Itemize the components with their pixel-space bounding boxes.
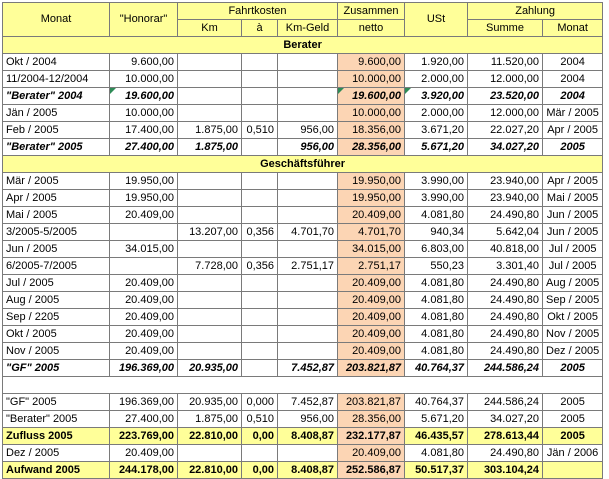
monat-cell[interactable]: "Berater" 2005 [3,139,110,156]
summary-row [3,394,603,411]
monat-cell[interactable]: Nov / 2005 [3,343,110,360]
netto-cell[interactable]: 4.701,70 [338,224,405,241]
zahlung-monat-cell[interactable]: 2004 [543,88,603,105]
km-cell[interactable] [178,190,242,207]
km-cell[interactable]: 20.935,00 [178,394,242,411]
km-cell[interactable] [178,105,242,122]
a-cell[interactable] [242,360,278,377]
ust-cell[interactable]: 4.081,80 [405,445,468,462]
monat-cell[interactable]: Sep / 2205 [3,309,110,326]
spacer-row [3,377,603,394]
monat-cell[interactable]: Okt / 2005 [3,326,110,343]
km-geld-cell[interactable] [278,275,338,292]
netto-cell[interactable]: 20.409,00 [338,309,405,326]
km-geld-cell[interactable]: 956,00 [278,411,338,428]
col-header-km-geld[interactable]: Km-Geld [278,20,338,37]
honorar-cell[interactable]: 20.409,00 [110,445,178,462]
summe-cell[interactable]: 40.818,00 [468,241,543,258]
km-geld-cell[interactable] [278,105,338,122]
col-header-zusammen[interactable]: Zusammen [338,3,405,20]
zahlung-monat-cell[interactable]: Okt / 2005 [543,309,603,326]
table-row [3,190,603,207]
km-cell[interactable] [178,173,242,190]
netto-cell[interactable]: 20.409,00 [338,292,405,309]
netto-cell[interactable]: 232.177,87 [338,428,405,445]
table-row [3,445,603,462]
km-cell[interactable] [178,275,242,292]
a-cell[interactable] [242,241,278,258]
honorar-cell[interactable]: 196.369,00 [110,394,178,411]
zahlung-monat-cell[interactable]: Jul / 2005 [543,258,603,275]
summe-cell[interactable]: 278.613,44 [468,428,543,445]
summe-cell[interactable]: 24.490,80 [468,326,543,343]
km-geld-cell[interactable]: 4.701,70 [278,224,338,241]
a-cell[interactable] [242,71,278,88]
honorar-cell[interactable]: 10.000,00 [110,105,178,122]
summe-cell[interactable]: 23.940,00 [468,190,543,207]
monat-cell[interactable]: Apr / 2005 [3,190,110,207]
a-cell[interactable]: 0,00 [242,428,278,445]
ust-cell[interactable]: 4.081,80 [405,326,468,343]
col-header-honorar[interactable]: "Honorar" [110,3,178,37]
summe-cell[interactable]: 22.027,20 [468,122,543,139]
monat-cell[interactable]: "GF" 2005 [3,394,110,411]
netto-cell[interactable]: 203.821,87 [338,360,405,377]
km-cell[interactable]: 1.875,00 [178,411,242,428]
km-geld-cell[interactable]: 8.408,87 [278,462,338,479]
spreadsheet-table [2,2,603,479]
ust-cell[interactable]: 4.081,80 [405,292,468,309]
netto-cell[interactable]: 34.015,00 [338,241,405,258]
netto-cell[interactable]: 19.950,00 [338,190,405,207]
summe-cell[interactable]: 24.490,80 [468,292,543,309]
km-geld-cell[interactable]: 7.452,87 [278,394,338,411]
netto-cell[interactable]: 28.356,00 [338,411,405,428]
honorar-cell[interactable]: 27.400,00 [110,411,178,428]
honorar-cell[interactable]: 9.600,00 [110,54,178,71]
berater-2005-total-row [3,139,603,156]
section-berater-label[interactable]: Berater [3,37,603,54]
col-header-zahlung-monat[interactable]: Monat [543,20,603,37]
monat-cell[interactable]: Jul / 2005 [3,275,110,292]
comment-marker-icon [405,88,411,94]
zahlung-monat-cell[interactable]: Apr / 2005 [543,173,603,190]
table-row [3,326,603,343]
km-geld-cell[interactable]: 2.751,17 [278,258,338,275]
km-cell[interactable]: 20.935,00 [178,360,242,377]
ust-cell[interactable]: 3.990,00 [405,190,468,207]
summe-cell[interactable]: 23.520,00 [468,88,543,105]
table-row [3,105,603,122]
km-cell[interactable]: 13.207,00 [178,224,242,241]
km-geld-cell[interactable]: 956,00 [278,139,338,156]
zahlung-monat-cell[interactable]: Sep / 2005 [543,292,603,309]
km-geld-cell[interactable] [278,207,338,224]
a-cell[interactable]: 0,510 [242,411,278,428]
km-geld-cell[interactable] [278,343,338,360]
a-cell[interactable] [242,445,278,462]
col-header-km[interactable]: Km [178,20,242,37]
a-cell[interactable] [242,105,278,122]
ust-cell[interactable]: 940,34 [405,224,468,241]
netto-cell[interactable]: 9.600,00 [338,54,405,71]
honorar-cell[interactable]: 20.409,00 [110,343,178,360]
zahlung-monat-cell[interactable]: Nov / 2005 [543,326,603,343]
honorar-cell[interactable] [110,224,178,241]
zahlung-monat-cell[interactable]: Mär / 2005 [543,105,603,122]
ust-cell[interactable]: 40.764,37 [405,360,468,377]
summe-cell[interactable]: 23.940,00 [468,173,543,190]
honorar-cell[interactable]: 20.409,00 [110,292,178,309]
netto-cell[interactable]: 19.950,00 [338,173,405,190]
header-row-1 [3,3,603,20]
netto-cell[interactable]: 20.409,00 [338,207,405,224]
km-cell[interactable] [178,309,242,326]
km-geld-cell[interactable]: 7.452,87 [278,360,338,377]
a-cell[interactable] [242,207,278,224]
ust-cell[interactable]: 3.990,00 [405,173,468,190]
ust-cell[interactable]: 5.671,20 [405,139,468,156]
ust-cell[interactable]: 2.000,00 [405,71,468,88]
honorar-cell[interactable]: 196.369,00 [110,360,178,377]
netto-cell[interactable]: 10.000,00 [338,71,405,88]
ust-cell[interactable]: 50.517,37 [405,462,468,479]
monat-cell[interactable]: 6/2005-7/2005 [3,258,110,275]
col-header-fahrtkosten[interactable]: Fahrtkosten [178,3,338,20]
table-row [3,54,603,71]
km-geld-cell[interactable]: 8.408,87 [278,428,338,445]
a-cell[interactable]: 0,356 [242,258,278,275]
summe-cell[interactable]: 34.027,20 [468,411,543,428]
km-geld-cell[interactable] [278,88,338,105]
summary-row [3,411,603,428]
zahlung-monat-cell[interactable]: 2005 [543,411,603,428]
a-cell[interactable] [242,173,278,190]
km-geld-cell[interactable]: 956,00 [278,122,338,139]
summe-cell[interactable]: 11.520,00 [468,54,543,71]
zufluss-2005-row [3,428,603,445]
a-cell[interactable] [242,326,278,343]
honorar-cell[interactable]: 20.409,00 [110,309,178,326]
netto-cell[interactable]: 203.821,87 [338,394,405,411]
km-cell[interactable] [178,88,242,105]
ust-cell[interactable]: 5.671,20 [405,411,468,428]
zahlung-monat-cell[interactable]: 2005 [543,360,603,377]
ust-cell[interactable]: 4.081,80 [405,343,468,360]
monat-cell[interactable]: Mai / 2005 [3,207,110,224]
comment-marker-icon [338,88,344,94]
summe-cell[interactable]: 24.490,80 [468,445,543,462]
km-geld-cell[interactable] [278,190,338,207]
berater-2004-total-row [3,88,603,105]
zahlung-monat-cell[interactable]: Mai / 2005 [543,190,603,207]
ust-cell[interactable]: 40.764,37 [405,394,468,411]
table-row [3,309,603,326]
km-cell[interactable] [178,71,242,88]
summe-cell[interactable]: 24.490,80 [468,207,543,224]
netto-cell[interactable]: 18.356,00 [338,122,405,139]
a-cell[interactable] [242,275,278,292]
a-cell[interactable]: 0,00 [242,462,278,479]
monat-cell[interactable]: Okt / 2004 [3,54,110,71]
monat-cell[interactable]: Dez / 2005 [3,445,110,462]
zahlung-monat-cell[interactable]: Jun / 2005 [543,207,603,224]
section-berater [3,37,603,54]
km-cell[interactable] [178,54,242,71]
col-header-a[interactable]: à [242,20,278,37]
zahlung-monat-cell[interactable]: 2005 [543,428,603,445]
table-row [3,224,603,241]
table-row [3,173,603,190]
km-cell[interactable] [178,207,242,224]
table-row [3,343,603,360]
table-row [3,275,603,292]
summe-cell[interactable]: 24.490,80 [468,309,543,326]
a-cell[interactable] [242,54,278,71]
ust-cell[interactable]: 3.920,00 [405,88,468,105]
km-cell[interactable]: 22.810,00 [178,462,242,479]
a-cell[interactable] [242,309,278,326]
table-row [3,241,603,258]
ust-cell[interactable]: 4.081,80 [405,207,468,224]
a-cell[interactable] [242,190,278,207]
honorar-cell[interactable]: 34.015,00 [110,241,178,258]
a-cell[interactable] [242,292,278,309]
ust-cell[interactable]: 2.000,00 [405,105,468,122]
honorar-cell[interactable]: 20.409,00 [110,275,178,292]
km-geld-cell[interactable] [278,326,338,343]
monat-cell[interactable]: Aufwand 2005 [3,462,110,479]
monat-cell[interactable]: 3/2005-5/2005 [3,224,110,241]
km-cell[interactable]: 22.810,00 [178,428,242,445]
zahlung-monat-cell[interactable] [543,462,603,479]
zahlung-monat-cell[interactable]: 2005 [543,139,603,156]
netto-cell[interactable]: 20.409,00 [338,326,405,343]
ust-cell[interactable]: 4.081,80 [405,309,468,326]
ust-cell[interactable]: 550,23 [405,258,468,275]
netto-cell[interactable]: 20.409,00 [338,445,405,462]
a-cell[interactable]: 0,510 [242,122,278,139]
summe-cell[interactable]: 24.490,80 [468,275,543,292]
zahlung-monat-cell[interactable]: Apr / 2005 [543,122,603,139]
km-cell[interactable] [178,445,242,462]
netto-cell[interactable]: 19.600,00 [338,88,405,105]
km-cell[interactable]: 1.875,00 [178,139,242,156]
netto-cell[interactable]: 10.000,00 [338,105,405,122]
monat-cell[interactable]: Aug / 2005 [3,292,110,309]
zahlung-monat-cell[interactable]: Jän / 2006 [543,445,603,462]
ust-cell[interactable]: 46.435,57 [405,428,468,445]
honorar-cell[interactable] [110,258,178,275]
monat-cell[interactable]: Jän / 2005 [3,105,110,122]
section-geschaeftsfuehrer-label[interactable]: Geschäftsführer [3,156,603,173]
table-row [3,292,603,309]
zahlung-monat-cell[interactable]: 2005 [543,394,603,411]
monat-cell[interactable]: "GF" 2005 [3,360,110,377]
km-geld-cell[interactable] [278,54,338,71]
col-header-netto[interactable]: netto [338,20,405,37]
monat-cell[interactable]: "Berater" 2005 [3,411,110,428]
summe-cell[interactable]: 3.301,40 [468,258,543,275]
km-geld-cell[interactable] [278,309,338,326]
km-cell[interactable] [178,343,242,360]
a-cell[interactable] [242,343,278,360]
gf-2005-total-row [3,360,603,377]
km-cell[interactable]: 7.728,00 [178,258,242,275]
km-geld-cell[interactable] [278,445,338,462]
summe-cell[interactable]: 244.586,24 [468,360,543,377]
netto-cell[interactable]: 20.409,00 [338,275,405,292]
summe-cell[interactable]: 244.586,24 [468,394,543,411]
honorar-cell[interactable]: 20.409,00 [110,326,178,343]
km-geld-cell[interactable] [278,292,338,309]
zahlung-monat-cell[interactable]: 2004 [543,71,603,88]
km-geld-cell[interactable] [278,173,338,190]
table-row [3,122,603,139]
km-cell[interactable] [178,326,242,343]
honorar-cell[interactable]: 20.409,00 [110,207,178,224]
monat-cell[interactable]: Zufluss 2005 [3,428,110,445]
honorar-cell[interactable]: 19.950,00 [110,190,178,207]
km-geld-cell[interactable] [278,241,338,258]
col-header-monat[interactable]: Monat [3,3,110,37]
monat-cell[interactable]: 11/2004-12/2004 [3,71,110,88]
a-cell[interactable]: 0,000 [242,394,278,411]
monat-cell[interactable]: "Berater" 2004 [3,88,110,105]
col-header-zahlung[interactable]: Zahlung [468,3,603,20]
summe-cell[interactable]: 34.027,20 [468,139,543,156]
km-cell[interactable]: 1.875,00 [178,122,242,139]
spacer-cell [3,377,603,394]
honorar-cell[interactable]: 244.178,00 [110,462,178,479]
ust-cell[interactable]: 1.920,00 [405,54,468,71]
km-cell[interactable] [178,292,242,309]
section-geschaeftsfuehrer [3,156,603,173]
zahlung-monat-cell[interactable]: Dez / 2005 [543,343,603,360]
a-cell[interactable] [242,139,278,156]
summe-cell[interactable]: 12.000,00 [468,105,543,122]
summe-cell[interactable]: 24.490,80 [468,343,543,360]
col-header-summe[interactable]: Summe [468,20,543,37]
col-header-ust[interactable]: USt [405,3,468,37]
zahlung-monat-cell[interactable]: Aug / 2005 [543,275,603,292]
zahlung-monat-cell[interactable]: Jun / 2005 [543,224,603,241]
honorar-cell[interactable]: 223.769,00 [110,428,178,445]
netto-cell[interactable]: 2.751,17 [338,258,405,275]
honorar-cell[interactable]: 17.400,00 [110,122,178,139]
monat-cell[interactable]: Mär / 2005 [3,173,110,190]
summe-cell[interactable]: 303.104,24 [468,462,543,479]
ust-cell[interactable]: 4.081,80 [405,275,468,292]
honorar-cell[interactable]: 10.000,00 [110,71,178,88]
netto-cell[interactable]: 28.356,00 [338,139,405,156]
honorar-cell[interactable]: 19.950,00 [110,173,178,190]
netto-cell[interactable]: 252.586,87 [338,462,405,479]
summe-cell[interactable]: 12.000,00 [468,71,543,88]
honorar-cell[interactable]: 27.400,00 [110,139,178,156]
ust-cell[interactable]: 6.803,00 [405,241,468,258]
monat-cell[interactable]: Jun / 2005 [3,241,110,258]
table-row [3,207,603,224]
km-cell[interactable] [178,241,242,258]
table-row [3,71,603,88]
comment-marker-icon [110,88,116,94]
aufwand-2005-row [3,462,603,479]
monat-cell[interactable]: Feb / 2005 [3,122,110,139]
a-cell[interactable] [242,88,278,105]
km-geld-cell[interactable] [278,71,338,88]
table-row [3,258,603,275]
zahlung-monat-cell[interactable]: Jul / 2005 [543,241,603,258]
a-cell[interactable]: 0,356 [242,224,278,241]
zahlung-monat-cell[interactable]: 2004 [543,54,603,71]
netto-cell[interactable]: 20.409,00 [338,343,405,360]
summe-cell[interactable]: 5.642,04 [468,224,543,241]
honorar-cell[interactable]: 19.600,00 [110,88,178,105]
ust-cell[interactable]: 3.671,20 [405,122,468,139]
